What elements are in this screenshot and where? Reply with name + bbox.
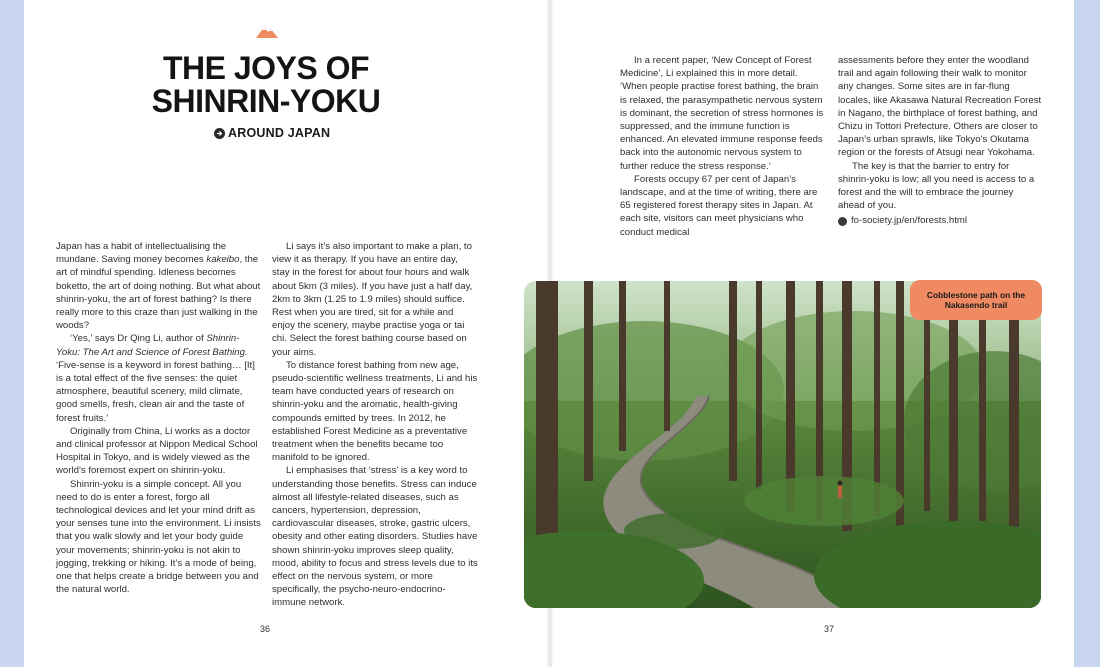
- page-number-left: 36: [260, 624, 271, 634]
- forest-path-photo: [524, 281, 1041, 608]
- paragraph: Originally from China, Li works as a doctor and clinical professor at Nippon Medical School Hospital in Tokyo, and is widely viewed as the world’s foremost expert on shinrin-yoku.: [56, 425, 258, 477]
- paragraph: Forests occupy 67 per cent of Japan’s landscape, and at the time of writing, there are 65 registered forest therapy sites in Japan. At each site, visitors can meet physicians who conduct medical: [620, 173, 818, 238]
- paragraph: Shinrin-yoku is a simple concept. All you need to do is enter a forest, forgo all technological devices and let your mind drift as your senses tune into the environment. Li insists that you walk slowly and let your body guide your movements; shinrin-yoku is not akin to jogging, trekking or hiking. It’s a mode of being, one that helps create a bridge between you and the natural world.: [56, 478, 261, 596]
- paragraph: Japan has a habit of intellectualising the mundane. Saving money becomes kakeibo, the art of mindful spending. Idleness becomes boketto, the art of doing nothing. But what about shinrin-yoku, the art of forest bathing? Is there really more to this craze than just walking in the woods?: [56, 241, 261, 332]
- section-label: [214, 125, 330, 141]
- website-link[interactable]: [838, 214, 1042, 227]
- paragraph: assessments before they enter the woodland trail and again following their walk to monitor any changes. Some sites are in far-flung locales, like Akasawa Natural Recreation Forest in Nagano, the birthplace of forest bathing, and Chizu in Tottori Prefecture. Others are closer to Japan’s urban sprawls, like Tokyo’s Okutama region or the forests of Atsugi near Yokohama.: [838, 55, 1042, 159]
- link-arrow-icon: [838, 217, 847, 226]
- photo-caption: Cobblestone path on the Nakasendo trail: [910, 280, 1042, 320]
- text-column-4: [838, 54, 1042, 228]
- page-number-right: 37: [824, 624, 835, 634]
- website-link-text[interactable]: fo-society.jp/en/forests.html: [851, 215, 968, 227]
- paragraph: ‘Yes,’ says Dr Qing Li, author of Shinrin-Yoku: The Art and Science of Forest Bathing. ‘Five-sense is a keyword in forest bathing… [It] is a total effect of the five senses: the quiet atmosphere, beautiful scenery, mild climate, good smells, fresh, clean air and the taste of forest fruits.’: [56, 333, 255, 424]
- paragraph: Li says it’s also important to make a plan, to view it as therapy. If you have an entire day, stay in the forest for about four hours and walk about 5km (3 miles). If you have just a half day, 2km to 3km (1.25 to 1.9 miles) should suffice. Rest when you are tired, sit for a while and enjoy the scenery, maybe practise yoga or tai chi. Select the forest bathing course based on your aims.: [272, 241, 473, 358]
- paragraph: The key is that the barrier to entry for shinrin-yoku is low; all you need is access to a forest and the will to embrace the journey ahead of you.: [838, 160, 1035, 212]
- paragraph: To distance forest bathing from new age, pseudo-scientific wellness treatments, Li and his team have conducted years of research on shinrin-yoku and the aromatic, health-giving compounds emitted by trees. In 2012, he established Forest Medicine as a preventative treatment when the benefits became too manifold to be ignored.: [272, 359, 478, 464]
- text-column-3: [620, 54, 826, 239]
- text-column-1: [56, 240, 262, 596]
- page-title: THE JOYS OF SHINRIN-YOKU: [151, 50, 381, 119]
- arrow-circle-icon: [214, 128, 225, 139]
- section-label-text: AROUND JAPAN: [228, 126, 331, 140]
- paragraph: In a recent paper, ‘New Concept of Forest Medicine’, Li explained this in more detail. ‘When people practise forest bathing, the brain is relaxed, the parasympathetic nervous system is dominant, the secretion of stress hormones is suppressed, and the immune function is enhanced. An elevated immune response feeds back into the autonomic nervous system to further reduce the stress response.’: [620, 55, 824, 172]
- text-column-2: [272, 240, 478, 610]
- paragraph: Li emphasises that ‘stress’ is a key word to understanding those benefits. Stress can induce almost all lifestyle-related diseases, such as cancers, hypertension, depression, cardiovascular diseases, stroke, gastric ulcers, obesity and other eating disorders. Studies have shown shinrin-yoku improves sleep quality, mood, ability to focus and stress levels due to its effect on the nervous system, or more specifically, the psycho-neuro-endocrino-immune network.: [272, 465, 478, 609]
- mountain-icon: [256, 24, 278, 38]
- forest-path-illustration: [524, 281, 1041, 608]
